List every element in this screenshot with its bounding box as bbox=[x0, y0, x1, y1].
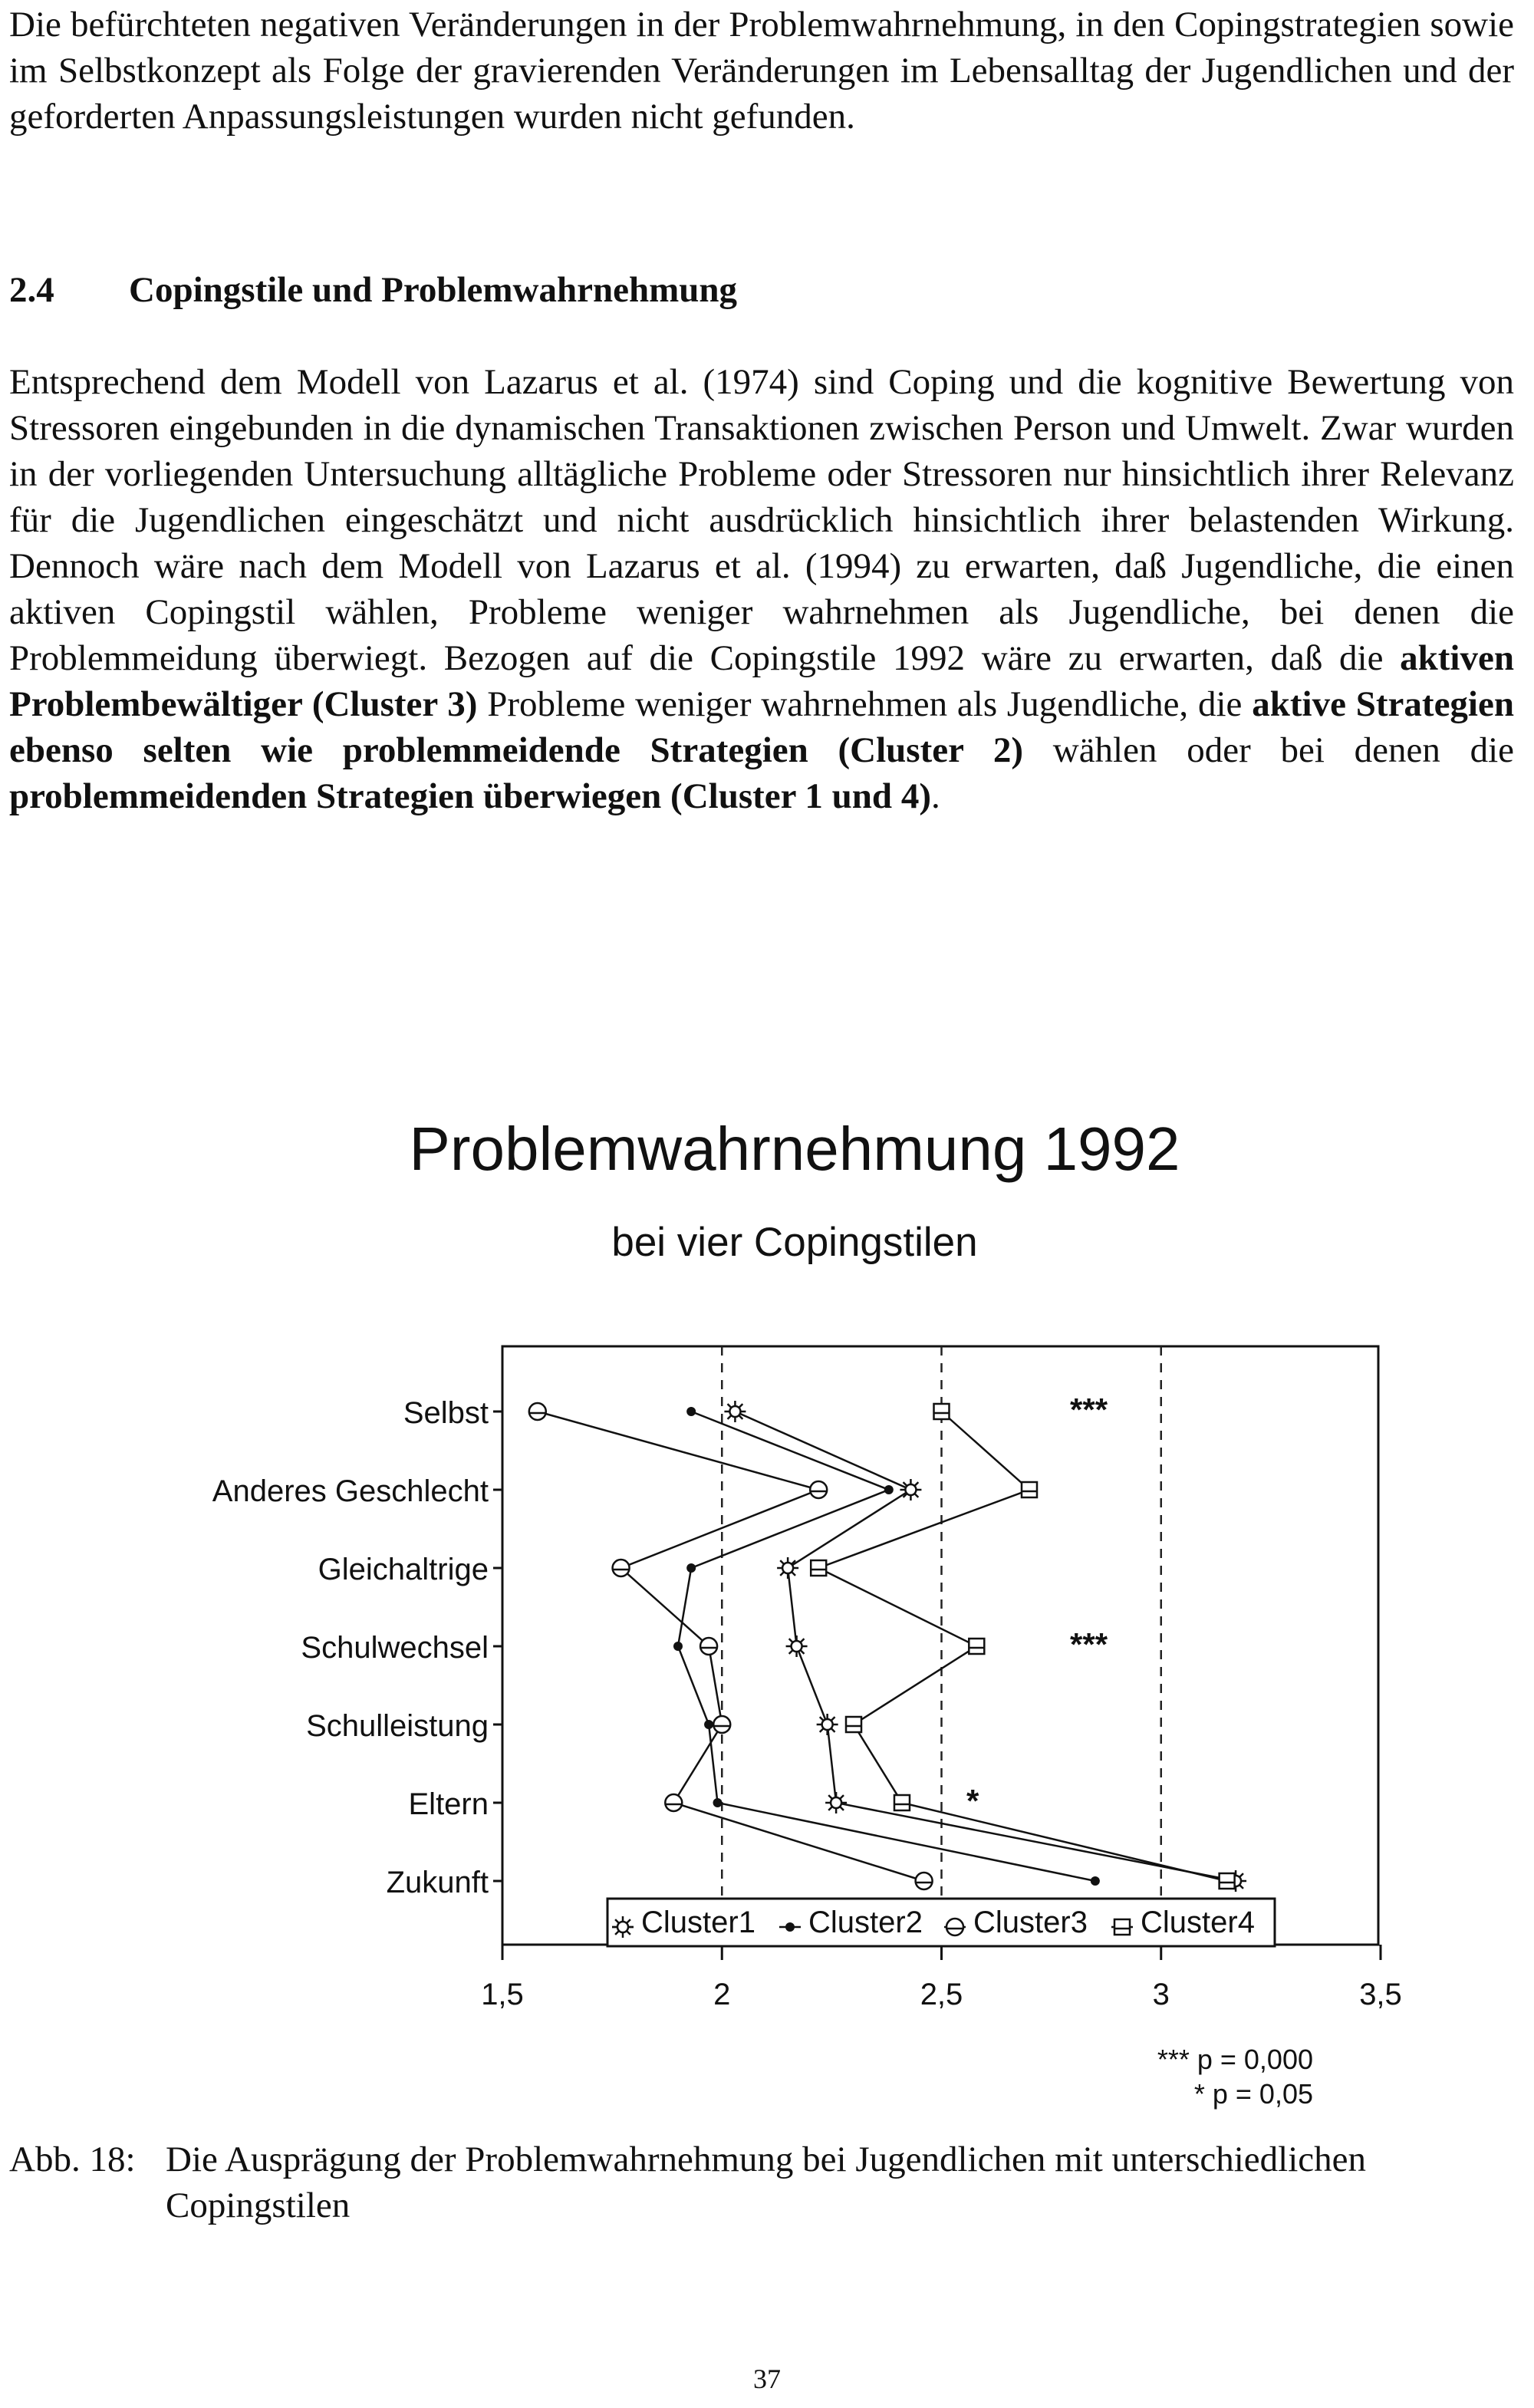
paragraph-bold-cluster2: aktive Strategien ebenso selten wie problemmeidende Strategien (Cluster 2) bbox=[9, 684, 1514, 770]
significance-mark-0: *** bbox=[1070, 1392, 1108, 1428]
legend-marker-cluster2 bbox=[785, 1922, 795, 1932]
paragraph-intro: Die befürchteten negativen Veränderungen in der Problemwahrnehmung, in den Copingstrategien sowie im Selbstkonzept als Folge der gravierenden Veränderungen im Lebensalltag der Jugendlichen und der geforderten Anpassungsleistungen wurden nicht gefunden. bbox=[9, 5, 1514, 137]
data-point-cluster3-2 bbox=[613, 1560, 630, 1576]
category-label-6: Zukunft bbox=[386, 1866, 489, 1899]
figure-caption-text: Die Ausprägung der Problemwahrnehmung bei Jugendlichen mit unterschiedlichen bbox=[166, 2140, 1366, 2179]
data-point-cluster4-2 bbox=[811, 1560, 826, 1576]
plot-frame bbox=[502, 1346, 1378, 1945]
data-point-cluster4-5 bbox=[894, 1795, 910, 1810]
x-tick-label-3: 3 bbox=[1152, 1978, 1170, 2011]
legend-label-cluster1: Cluster1 bbox=[641, 1906, 755, 1939]
paragraph-main-end: . bbox=[930, 776, 940, 816]
legend-label-cluster2: Cluster2 bbox=[808, 1906, 923, 1939]
data-point-cluster1-0 bbox=[724, 1401, 746, 1422]
category-label-4: Schulleistung bbox=[306, 1709, 489, 1743]
data-point-cluster2-2 bbox=[686, 1563, 696, 1573]
x-tick-label-2: 2,5 bbox=[920, 1978, 963, 2011]
legend-label-cluster3: Cluster3 bbox=[973, 1906, 1088, 1939]
data-point-cluster3-1 bbox=[810, 1481, 827, 1498]
data-point-cluster3-0 bbox=[529, 1403, 546, 1420]
paragraph-main-text-2: Probleme weniger wahrnehmen als Jugendliche, die bbox=[477, 684, 1253, 724]
data-point-cluster1-2 bbox=[777, 1557, 798, 1579]
data-point-cluster1-4 bbox=[817, 1714, 838, 1735]
data-point-cluster3-3 bbox=[700, 1638, 717, 1655]
data-point-cluster4-1 bbox=[1022, 1482, 1037, 1497]
data-point-cluster2-5 bbox=[713, 1798, 723, 1807]
chart-subtitle: bei vier Copingstilen bbox=[611, 1220, 978, 1265]
section-number: 2.4 bbox=[9, 270, 54, 310]
legend-marker-cluster4 bbox=[1114, 1919, 1130, 1935]
data-point-cluster2-0 bbox=[686, 1407, 696, 1416]
chart-title: Problemwahrnehmung 1992 bbox=[409, 1115, 1180, 1183]
paragraph-main-text-3: wählen oder bei denen die bbox=[1023, 730, 1515, 770]
category-label-0: Selbst bbox=[403, 1396, 489, 1430]
data-point-cluster4-0 bbox=[934, 1404, 950, 1419]
figure-caption-continued: Copingstilen bbox=[166, 2186, 351, 2225]
data-point-cluster2-4 bbox=[704, 1720, 713, 1729]
category-label-1: Anderes Geschlecht bbox=[212, 1474, 489, 1508]
data-point-cluster1-1 bbox=[900, 1479, 921, 1500]
data-point-cluster1-3 bbox=[786, 1636, 808, 1657]
category-label-3: Schulwechsel bbox=[301, 1631, 489, 1665]
x-tick-label-1: 2 bbox=[713, 1978, 731, 2011]
significance-mark-2: * bbox=[966, 1783, 979, 1819]
data-point-cluster1-5 bbox=[825, 1792, 847, 1813]
figure-label: Abb. 18: bbox=[9, 2140, 136, 2179]
category-label-5: Eltern bbox=[408, 1787, 489, 1821]
series-line-cluster3 bbox=[538, 1412, 924, 1881]
significance-mark-1: *** bbox=[1070, 1626, 1108, 1662]
category-label-2: Gleichaltrige bbox=[318, 1553, 489, 1586]
legend-label-cluster4: Cluster4 bbox=[1141, 1906, 1255, 1939]
figure-caption bbox=[9, 2136, 1366, 2182]
paragraph-bold-cluster3: aktiven Problembewältiger (Cluster 3) bbox=[9, 638, 1514, 724]
data-point-cluster2-6 bbox=[1091, 1876, 1100, 1886]
legend-marker-cluster1 bbox=[612, 1916, 634, 1938]
data-point-cluster4-4 bbox=[846, 1717, 861, 1732]
note-p-000: *** p = 0,000 bbox=[1157, 2044, 1313, 2075]
data-point-cluster4-3 bbox=[969, 1639, 984, 1654]
page-number: 37 bbox=[753, 2364, 781, 2394]
x-tick-label-4: 3,5 bbox=[1359, 1978, 1402, 2011]
paragraph-main-text: Entsprechend dem Modell von Lazarus et al. (1974) sind Coping und die kognitive Bewertung von Stressoren eingebunden in die dynamischen Transaktionen zwischen Person und Umwelt. Zwar wurden in der vorliegenden Untersuchung alltägliche Probleme oder Stressoren nur hinsichtlich ihrer Relevanz für die Jugendlichen eingeschätzt und nicht ausdrücklich hinsichtlich ihrer belastenden Wirkung. Dennoch wäre nach dem Modell von Lazarus et al. (1994) zu erwarten, daß Jugendliche, die einen aktiven Copingstil wählen, Probleme weniger wahrnehmen als Jugendliche, bei denen die Problemmeidung überwiegt. Bezogen auf die Copingstile 1992 wäre zu erwarten, daß die bbox=[9, 362, 1514, 678]
data-point-cluster3-6 bbox=[916, 1873, 933, 1889]
data-point-cluster3-4 bbox=[713, 1716, 730, 1733]
section-title: Copingstile und Problemwahrnehmung bbox=[129, 270, 738, 310]
x-tick-label-0: 1,5 bbox=[481, 1978, 524, 2011]
note-p-005: * p = 0,05 bbox=[1193, 2078, 1313, 2110]
data-point-cluster4-6 bbox=[1220, 1873, 1235, 1889]
data-point-cluster2-1 bbox=[884, 1485, 894, 1494]
paragraph-bold-cluster14: problemmeidenden Strategien überwiegen (Cluster 1 und 4) bbox=[9, 776, 931, 816]
data-point-cluster2-3 bbox=[673, 1642, 683, 1651]
data-point-cluster3-5 bbox=[665, 1794, 682, 1811]
legend-marker-cluster3 bbox=[946, 1919, 963, 1935]
